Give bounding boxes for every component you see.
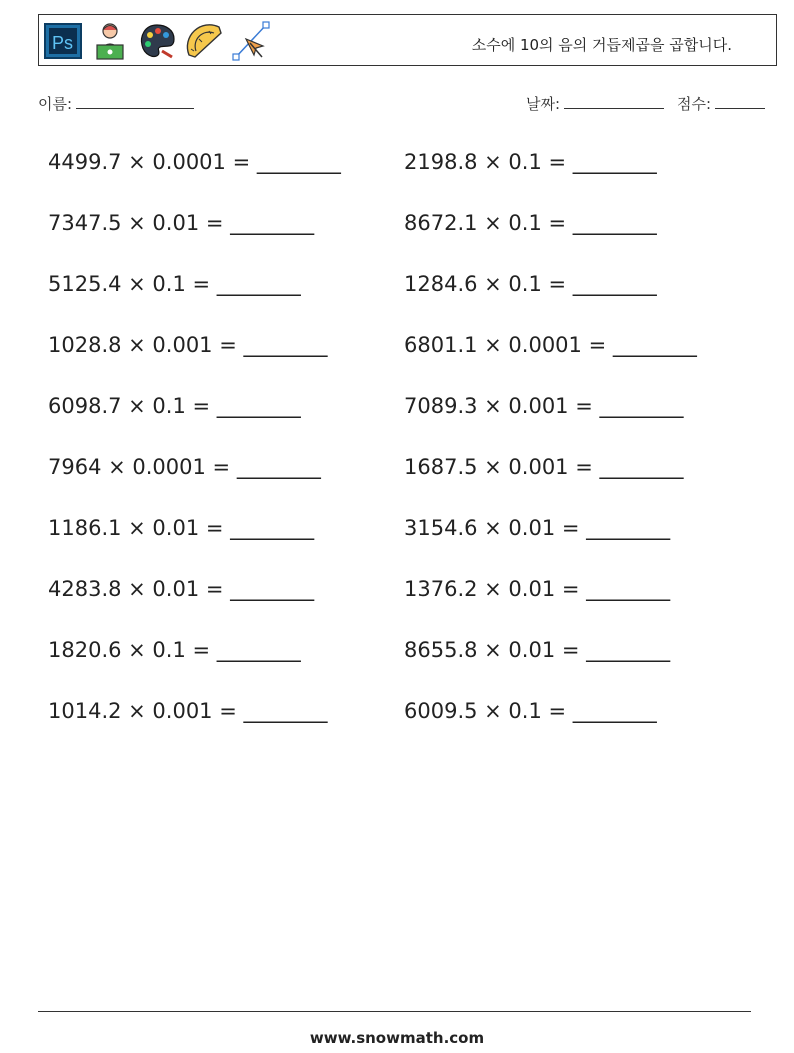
problem-left-2: 7347.5 × 0.01 = ________ <box>48 211 315 235</box>
date-label: 날짜: <box>526 95 561 113</box>
header-icons <box>44 20 270 62</box>
problem-left-1: 4499.7 × 0.0001 = ________ <box>48 150 341 174</box>
problem-right-5: 7089.3 × 0.001 = ________ <box>404 394 684 418</box>
svg-text:Ps: Ps <box>52 33 74 53</box>
user-at-computer-icon <box>91 21 129 61</box>
score-field <box>677 93 765 114</box>
worksheet-title: 소수에 10의 음의 거듭제곱을 곱합니다. <box>471 36 732 54</box>
problem-right-9: 8655.8 × 0.01 = ________ <box>404 638 671 662</box>
vector-pen-tool-icon <box>232 21 270 61</box>
photoshop-icon <box>44 21 82 61</box>
problem-right-3: 1284.6 × 0.1 = ________ <box>404 272 657 296</box>
problem-right-2: 8672.1 × 0.1 = ________ <box>404 211 657 235</box>
name-label: 이름: <box>38 95 73 113</box>
problem-left-10: 1014.2 × 0.001 = ________ <box>48 699 328 723</box>
problem-left-3: 5125.4 × 0.1 = ________ <box>48 272 301 296</box>
date-field <box>526 93 664 114</box>
name-field <box>38 93 194 114</box>
problem-left-6: 7964 × 0.0001 = ________ <box>48 455 321 479</box>
score-label: 점수: <box>677 95 712 113</box>
date-blank[interactable] <box>564 94 664 109</box>
protractor-icon <box>185 21 223 61</box>
problem-right-6: 1687.5 × 0.001 = ________ <box>404 455 684 479</box>
problem-left-7: 1186.1 × 0.01 = ________ <box>48 516 315 540</box>
problem-left-9: 1820.6 × 0.1 = ________ <box>48 638 301 662</box>
score-blank[interactable] <box>715 94 765 109</box>
problem-right-10: 6009.5 × 0.1 = ________ <box>404 699 657 723</box>
footer-divider <box>38 1011 751 1012</box>
footer-url[interactable]: www.snowmath.com <box>309 1029 485 1047</box>
problem-right-8: 1376.2 × 0.01 = ________ <box>404 577 671 601</box>
problem-left-4: 1028.8 × 0.001 = ________ <box>48 333 328 357</box>
problem-right-4: 6801.1 × 0.0001 = ________ <box>404 333 697 357</box>
problem-left-8: 4283.8 × 0.01 = ________ <box>48 577 315 601</box>
problem-right-1: 2198.8 × 0.1 = ________ <box>404 150 657 174</box>
paint-palette-icon <box>138 21 176 61</box>
worksheet-header <box>38 14 777 66</box>
problem-left-5: 6098.7 × 0.1 = ________ <box>48 394 301 418</box>
problem-right-7: 3154.6 × 0.01 = ________ <box>404 516 671 540</box>
name-blank[interactable] <box>76 94 194 109</box>
